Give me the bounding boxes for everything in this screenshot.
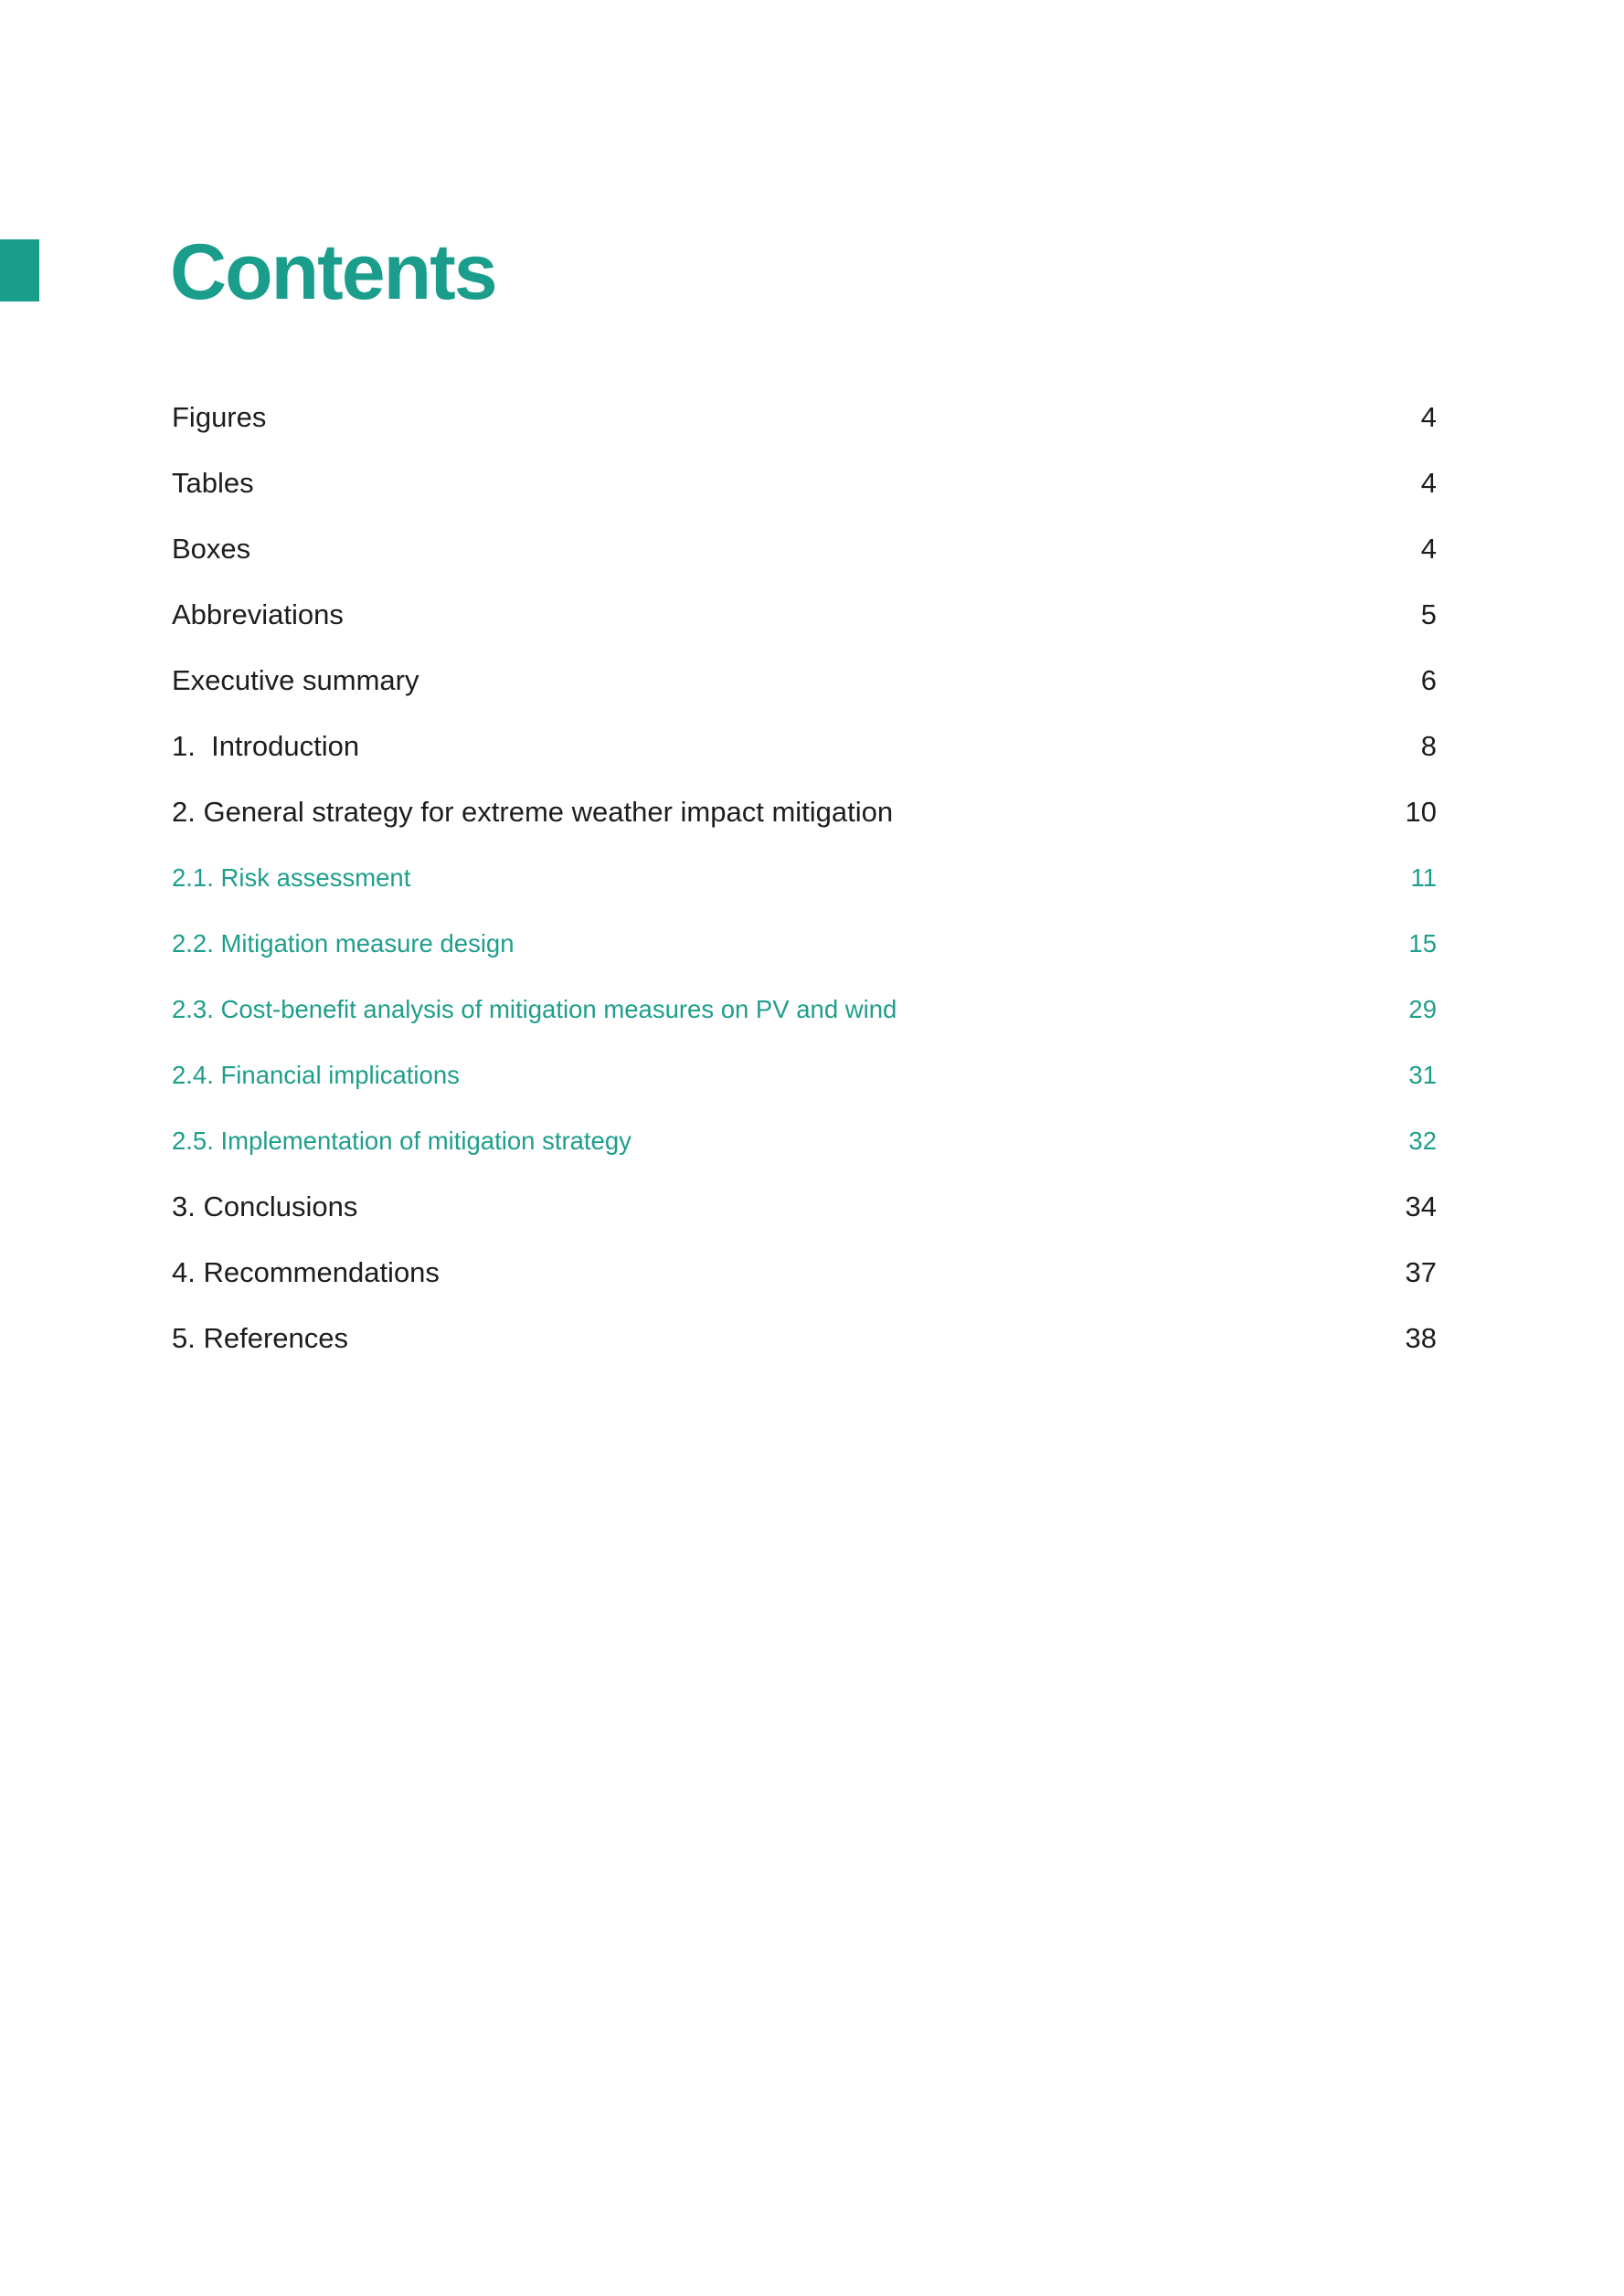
- toc-entry-abbreviations[interactable]: [172, 582, 1437, 648]
- toc-entry-page[interactable]: 32: [1408, 1127, 1437, 1155]
- table-of-contents: [172, 385, 1437, 1371]
- toc-entry-page[interactable]: 4: [1420, 467, 1437, 499]
- toc-entry-page[interactable]: 5: [1420, 598, 1437, 630]
- toc-entry-label[interactable]: 2. General strategy for extreme weather impact mitigation: [172, 796, 894, 828]
- toc-entry-implementation[interactable]: [172, 1108, 1437, 1174]
- toc-entry-page[interactable]: 11: [1410, 863, 1437, 892]
- toc-entry-label[interactable]: Boxes: [172, 533, 251, 565]
- toc-entry-label[interactable]: Figures: [172, 401, 267, 433]
- toc-entry-label[interactable]: 2.2. Mitigation measure design: [172, 929, 515, 958]
- toc-entry-executive-summary[interactable]: [172, 648, 1437, 714]
- toc-entry-label[interactable]: Tables: [172, 467, 254, 499]
- toc-entry-page[interactable]: 15: [1408, 929, 1437, 958]
- toc-entry-general-strategy[interactable]: [172, 779, 1437, 845]
- toc-entry-page[interactable]: 8: [1420, 730, 1437, 762]
- page-title: Contents: [170, 228, 496, 316]
- toc-entry-page[interactable]: 37: [1405, 1256, 1437, 1288]
- toc-entry-label[interactable]: 3. Conclusions: [172, 1190, 358, 1222]
- toc-entry-label[interactable]: 1. Introduction: [172, 730, 360, 762]
- toc-entry-boxes[interactable]: [172, 516, 1437, 582]
- toc-entry-introduction[interactable]: [172, 714, 1437, 779]
- toc-entry-figures[interactable]: [172, 385, 1437, 450]
- toc-entry-page[interactable]: 31: [1408, 1061, 1437, 1089]
- toc-entry-label[interactable]: Executive summary: [172, 664, 419, 696]
- toc-entry-recommendations[interactable]: [172, 1240, 1437, 1306]
- toc-entry-page[interactable]: 34: [1405, 1190, 1437, 1222]
- toc-entry-page[interactable]: 29: [1408, 995, 1437, 1023]
- toc-entry-references[interactable]: [172, 1306, 1437, 1371]
- toc-entry-cost-benefit-analysis[interactable]: [172, 977, 1437, 1042]
- toc-entry-page[interactable]: 4: [1420, 401, 1437, 433]
- toc-entry-label[interactable]: 2.1. Risk assessment: [172, 863, 411, 892]
- toc-entry-page[interactable]: 38: [1405, 1322, 1437, 1354]
- toc-entry-label[interactable]: 2.3. Cost-benefit analysis of mitigation measures on PV and wind: [172, 995, 897, 1023]
- toc-entry-risk-assessment[interactable]: [172, 845, 1437, 911]
- toc-entry-page[interactable]: 4: [1420, 533, 1437, 565]
- toc-entry-label[interactable]: 5. References: [172, 1322, 348, 1354]
- toc-entry-label[interactable]: 4. Recommendations: [172, 1256, 440, 1288]
- toc-entry-financial-implications[interactable]: [172, 1042, 1437, 1108]
- toc-entry-mitigation-measure-design[interactable]: [172, 911, 1437, 977]
- toc-entry-label[interactable]: 2.5. Implementation of mitigation strategy: [172, 1127, 632, 1155]
- toc-entry-tables[interactable]: [172, 450, 1437, 516]
- toc-entry-conclusions[interactable]: [172, 1174, 1437, 1240]
- toc-entry-label[interactable]: 2.4. Financial implications: [172, 1061, 460, 1089]
- toc-entry-page[interactable]: 6: [1420, 664, 1437, 696]
- accent-bar: [0, 239, 39, 302]
- toc-entry-page[interactable]: 10: [1405, 796, 1437, 828]
- toc-entry-label[interactable]: Abbreviations: [172, 598, 344, 630]
